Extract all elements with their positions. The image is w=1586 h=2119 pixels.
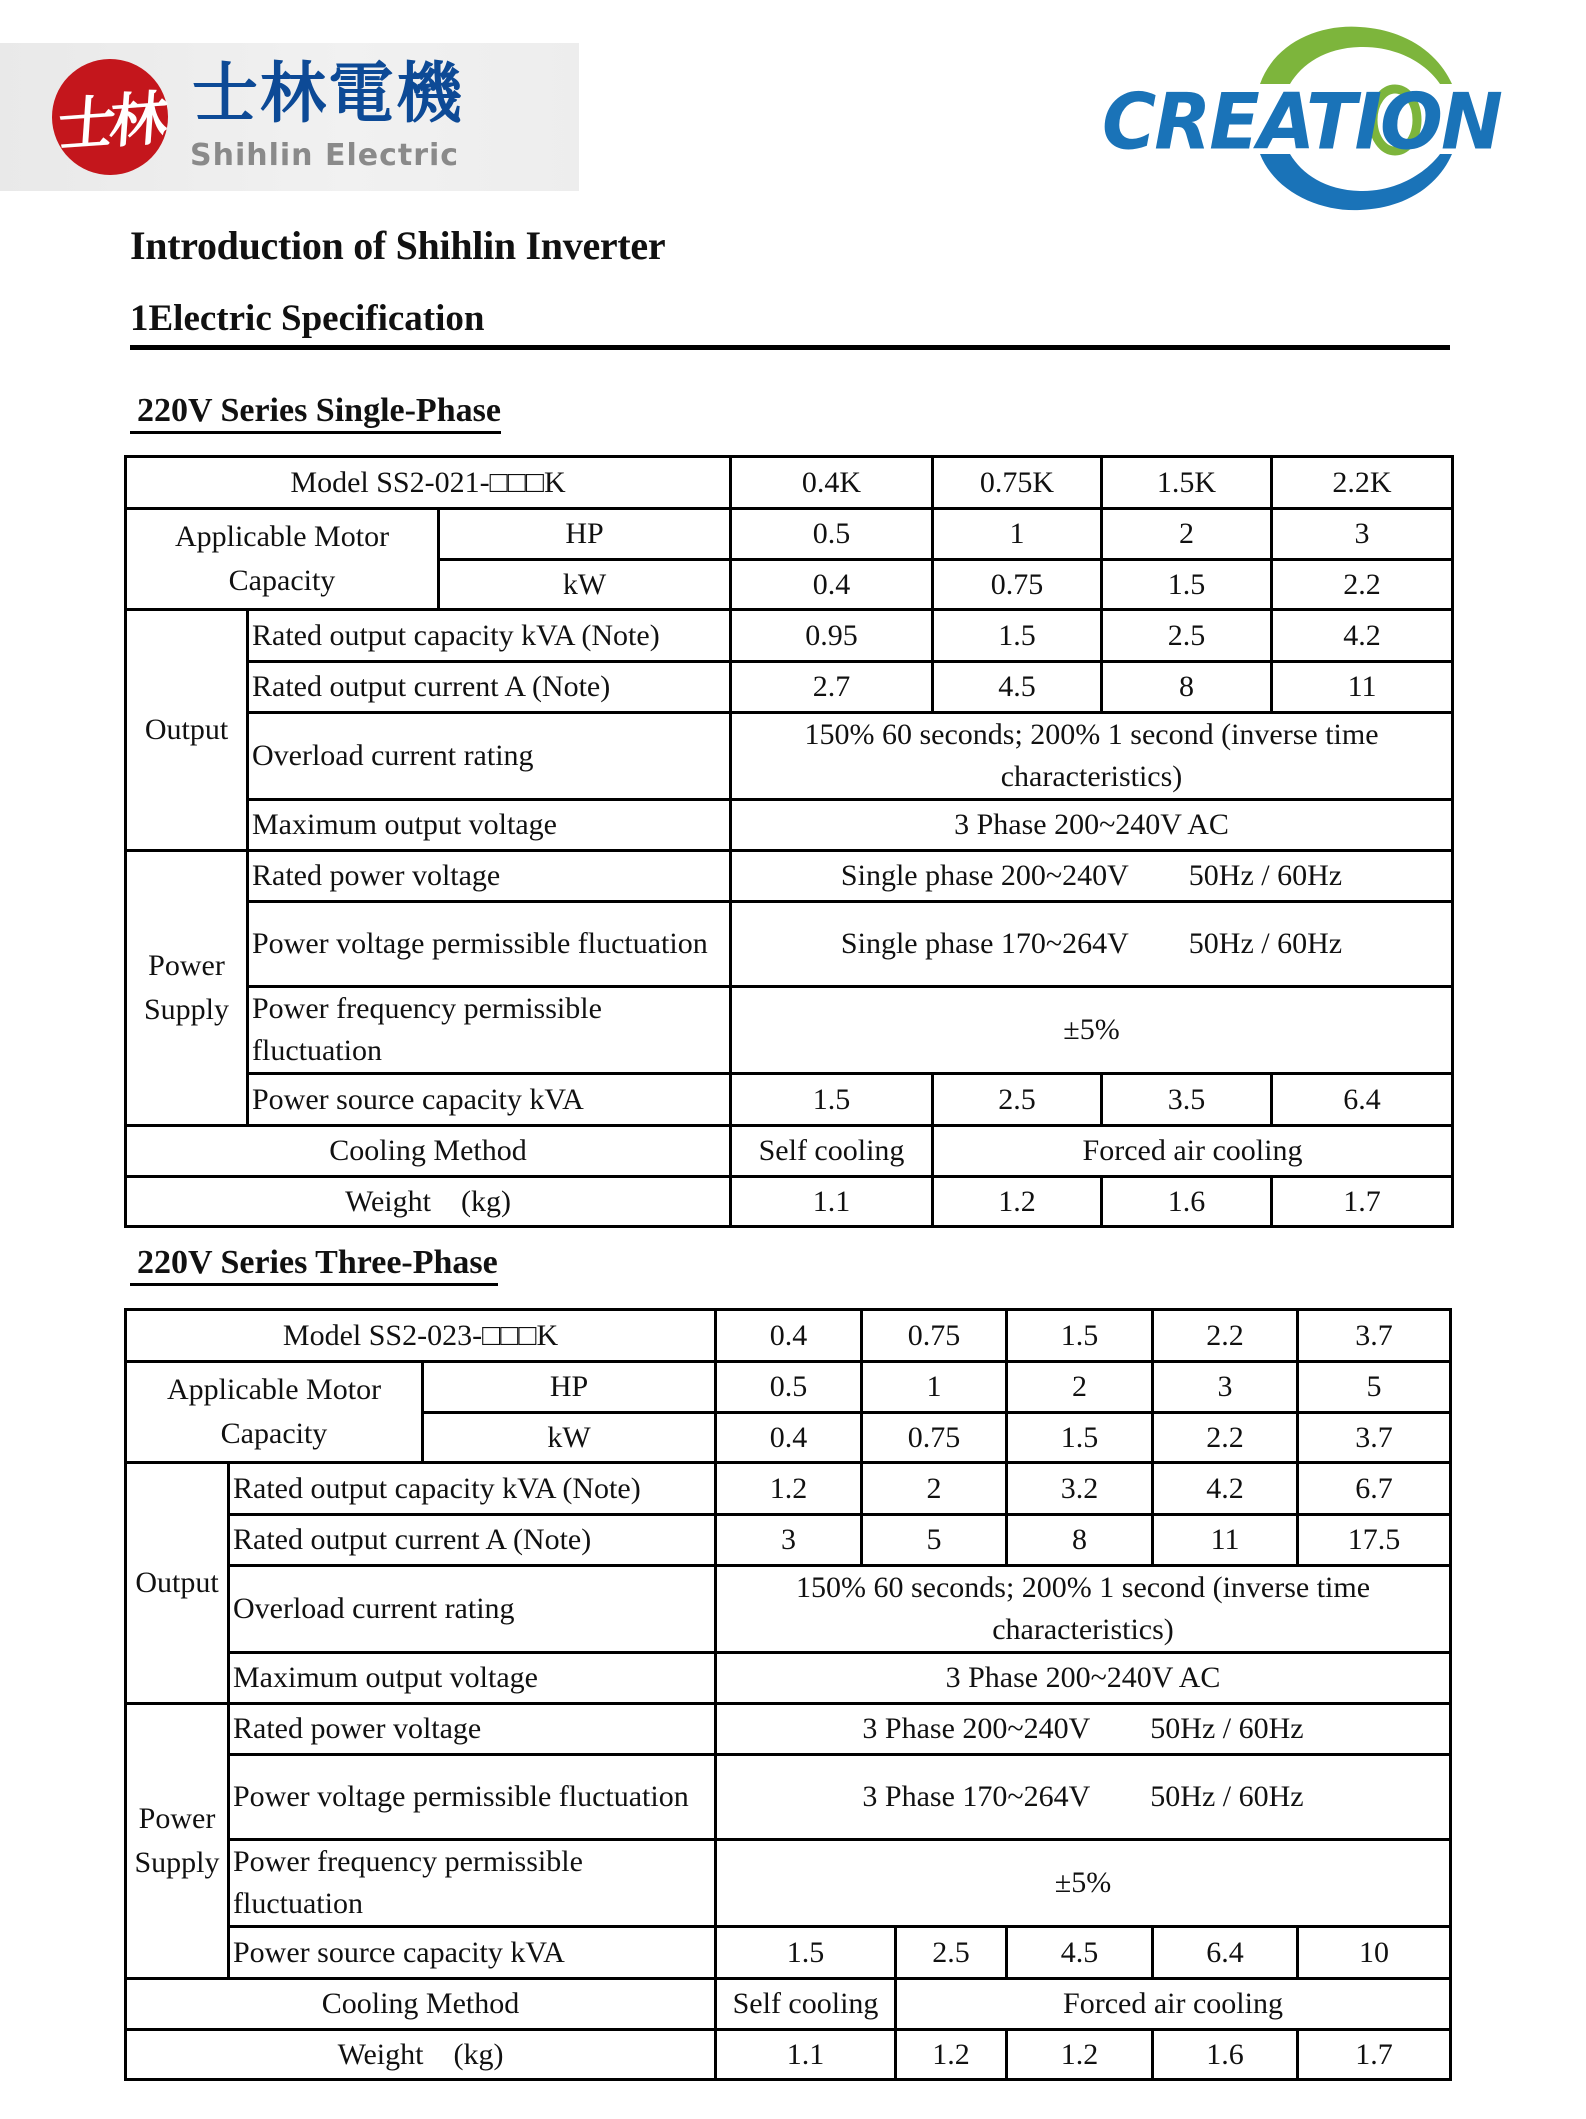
source-capacity-label: Power source capacity kVA	[248, 1074, 731, 1126]
hp-value: 1	[862, 1362, 1007, 1413]
table-title-three-phase: 220V Series Three-Phase	[130, 1245, 498, 1286]
cooling-self: Self cooling	[716, 1979, 896, 2030]
kw-value: 1.5	[1007, 1413, 1153, 1463]
table-row	[126, 610, 1453, 662]
cooling-forced: Forced air cooling	[933, 1126, 1453, 1177]
table-row	[126, 1979, 1451, 2030]
kw-value: 3.7	[1298, 1413, 1451, 1463]
motor-capacity-group: Applicable Motor Capacity	[126, 1362, 423, 1463]
source-capacity-value: 6.4	[1272, 1074, 1453, 1126]
spec-table-single-phase	[124, 455, 1454, 1228]
overload-value: 150% 60 seconds; 200% 1 second (inverse time characteristics)	[716, 1566, 1451, 1653]
rated-current-value: 5	[862, 1515, 1007, 1566]
kw-value: 2.2	[1153, 1413, 1298, 1463]
kw-value: 2.2	[1272, 560, 1453, 610]
table-row	[126, 1755, 1451, 1840]
kw-label: kW	[423, 1413, 716, 1463]
rated-capacity-value: 4.2	[1272, 610, 1453, 662]
frequency-fluctuation-value: ±5%	[716, 1840, 1451, 1927]
max-voltage-label: Maximum output voltage	[248, 800, 731, 851]
creation-logo	[1090, 22, 1560, 212]
weight-value: 1.2	[933, 1177, 1102, 1227]
rated-current-value: 8	[1102, 662, 1272, 713]
kw-value: 1.5	[1102, 560, 1272, 610]
table-row	[126, 457, 1453, 509]
table-row	[126, 1362, 1451, 1413]
table-row	[126, 987, 1453, 1074]
table-row	[126, 1126, 1453, 1177]
rated-current-label: Rated output current A (Note)	[248, 662, 731, 713]
table-row	[126, 509, 1453, 560]
rated-power-voltage-label: Rated power voltage	[229, 1704, 716, 1755]
rated-capacity-value: 6.7	[1298, 1463, 1451, 1515]
output-group: Output	[126, 1463, 229, 1704]
rated-capacity-value: 2.5	[1102, 610, 1272, 662]
weight-value: 1.1	[731, 1177, 933, 1227]
model-value: 1.5K	[1102, 457, 1272, 509]
table-row	[126, 1074, 1453, 1126]
output-group: Output	[126, 610, 248, 851]
weight-value: 1.6	[1153, 2030, 1298, 2080]
rated-capacity-label: Rated output capacity kVA (Note)	[248, 610, 731, 662]
table-row	[126, 1463, 1451, 1515]
voltage-fluctuation-label: Power voltage permissible fluctuation	[229, 1755, 716, 1840]
page-title: Introduction of Shihlin Inverter	[130, 223, 666, 268]
voltage-fluctuation-label: Power voltage permissible fluctuation	[248, 902, 731, 987]
rated-capacity-value: 2	[862, 1463, 1007, 1515]
source-capacity-value: 1.5	[716, 1927, 896, 1979]
rated-power-voltage-value: Single phase 200~240V 50Hz / 60Hz	[731, 851, 1453, 902]
model-value: 1.5	[1007, 1310, 1153, 1362]
motor-capacity-group: Applicable Motor Capacity	[126, 509, 439, 610]
rated-current-value: 3	[716, 1515, 862, 1566]
rated-capacity-value: 3.2	[1007, 1463, 1153, 1515]
weight-label: Weight (kg)	[126, 1177, 731, 1227]
table-row	[126, 2030, 1451, 2080]
overload-value: 150% 60 seconds; 200% 1 second (inverse time characteristics)	[731, 713, 1453, 800]
model-value: 3.7	[1298, 1310, 1451, 1362]
rated-capacity-value: 1.2	[716, 1463, 862, 1515]
model-value: 0.4K	[731, 457, 933, 509]
rated-current-value: 11	[1153, 1515, 1298, 1566]
rated-current-value: 2.7	[731, 662, 933, 713]
model-label: Model SS2-023-□□□K	[126, 1310, 716, 1362]
table-row	[126, 1515, 1451, 1566]
rated-capacity-value: 1.5	[933, 610, 1102, 662]
kw-value: 0.4	[731, 560, 933, 610]
table-row	[126, 662, 1453, 713]
table-title-single-phase: 220V Series Single-Phase	[130, 393, 501, 434]
weight-label: Weight (kg)	[126, 2030, 716, 2080]
source-capacity-value: 2.5	[896, 1927, 1007, 1979]
rated-current-label: Rated output current A (Note)	[229, 1515, 716, 1566]
table-row	[126, 1566, 1451, 1653]
frequency-fluctuation-label: Power frequency permissible fluctuation	[229, 1840, 716, 1927]
section-divider	[130, 345, 1450, 350]
rated-current-value: 8	[1007, 1515, 1153, 1566]
kw-value: 0.75	[862, 1413, 1007, 1463]
source-capacity-value: 1.5	[731, 1074, 933, 1126]
rated-current-value: 17.5	[1298, 1515, 1451, 1566]
hp-value: 0.5	[731, 509, 933, 560]
power-supply-group: Power Supply	[126, 1704, 229, 1979]
hp-value: 3	[1272, 509, 1453, 560]
model-value: 0.75K	[933, 457, 1102, 509]
voltage-fluctuation-value: Single phase 170~264V 50Hz / 60Hz	[731, 902, 1453, 987]
model-label: Model SS2-021-□□□K	[126, 457, 731, 509]
table-row	[126, 851, 1453, 902]
weight-value: 1.1	[716, 2030, 896, 2080]
overload-label: Overload current rating	[229, 1566, 716, 1653]
table-row	[126, 902, 1453, 987]
table-row	[126, 1310, 1451, 1362]
table-row	[126, 1704, 1451, 1755]
rated-power-voltage-label: Rated power voltage	[248, 851, 731, 902]
weight-value: 1.7	[1272, 1177, 1453, 1227]
model-value: 0.75	[862, 1310, 1007, 1362]
shihlin-electric-logo	[0, 43, 579, 191]
table-row	[126, 1840, 1451, 1927]
source-capacity-value: 2.5	[933, 1074, 1102, 1126]
max-voltage-label: Maximum output voltage	[229, 1653, 716, 1704]
source-capacity-value: 4.5	[1007, 1927, 1153, 1979]
frequency-fluctuation-value: ±5%	[731, 987, 1453, 1074]
kw-value: 0.75	[933, 560, 1102, 610]
source-capacity-value: 6.4	[1153, 1927, 1298, 1979]
weight-value: 1.6	[1102, 1177, 1272, 1227]
rated-current-value: 11	[1272, 662, 1453, 713]
section-title: 1Electric Specification	[130, 298, 485, 339]
table-row	[126, 800, 1453, 851]
hp-value: 2	[1007, 1362, 1153, 1413]
rated-capacity-label: Rated output capacity kVA (Note)	[229, 1463, 716, 1515]
cooling-label: Cooling Method	[126, 1126, 731, 1177]
power-supply-group: Power Supply	[126, 851, 248, 1126]
source-capacity-label: Power source capacity kVA	[229, 1927, 716, 1979]
max-voltage-value: 3 Phase 200~240V AC	[716, 1653, 1451, 1704]
model-value: 2.2K	[1272, 457, 1453, 509]
shihlin-emblem-icon: 士林	[41, 48, 179, 186]
kw-value: 0.4	[716, 1413, 862, 1463]
shihlin-chinese-name: 士林電機	[192, 55, 464, 132]
weight-value: 1.7	[1298, 2030, 1451, 2080]
table-row	[126, 1177, 1453, 1227]
table-row	[126, 713, 1453, 800]
cooling-label: Cooling Method	[126, 1979, 716, 2030]
max-voltage-value: 3 Phase 200~240V AC	[731, 800, 1453, 851]
hp-value: 0.5	[716, 1362, 862, 1413]
source-capacity-value: 10	[1298, 1927, 1451, 1979]
rated-capacity-value: 0.95	[731, 610, 933, 662]
kw-label: kW	[439, 560, 731, 610]
hp-value: 3	[1153, 1362, 1298, 1413]
model-value: 0.4	[716, 1310, 862, 1362]
hp-value: 1	[933, 509, 1102, 560]
hp-value: 5	[1298, 1362, 1451, 1413]
rated-capacity-value: 4.2	[1153, 1463, 1298, 1515]
creation-wordmark: CREATION	[1102, 76, 1501, 168]
cooling-self: Self cooling	[731, 1126, 933, 1177]
voltage-fluctuation-value: 3 Phase 170~264V 50Hz / 60Hz	[716, 1755, 1451, 1840]
spec-table-three-phase	[124, 1308, 1452, 2081]
model-value: 2.2	[1153, 1310, 1298, 1362]
source-capacity-value: 3.5	[1102, 1074, 1272, 1126]
weight-value: 1.2	[1007, 2030, 1153, 2080]
hp-value: 2	[1102, 509, 1272, 560]
frequency-fluctuation-label: Power frequency permissible fluctuation	[248, 987, 731, 1074]
rated-current-value: 4.5	[933, 662, 1102, 713]
rated-power-voltage-value: 3 Phase 200~240V 50Hz / 60Hz	[716, 1704, 1451, 1755]
overload-label: Overload current rating	[248, 713, 731, 800]
cooling-forced: Forced air cooling	[896, 1979, 1451, 2030]
table-row	[126, 1927, 1451, 1979]
hp-label: HP	[423, 1362, 716, 1413]
table-row	[126, 1653, 1451, 1704]
shihlin-english-name: Shihlin Electric	[190, 138, 460, 173]
hp-label: HP	[439, 509, 731, 560]
weight-value: 1.2	[896, 2030, 1007, 2080]
